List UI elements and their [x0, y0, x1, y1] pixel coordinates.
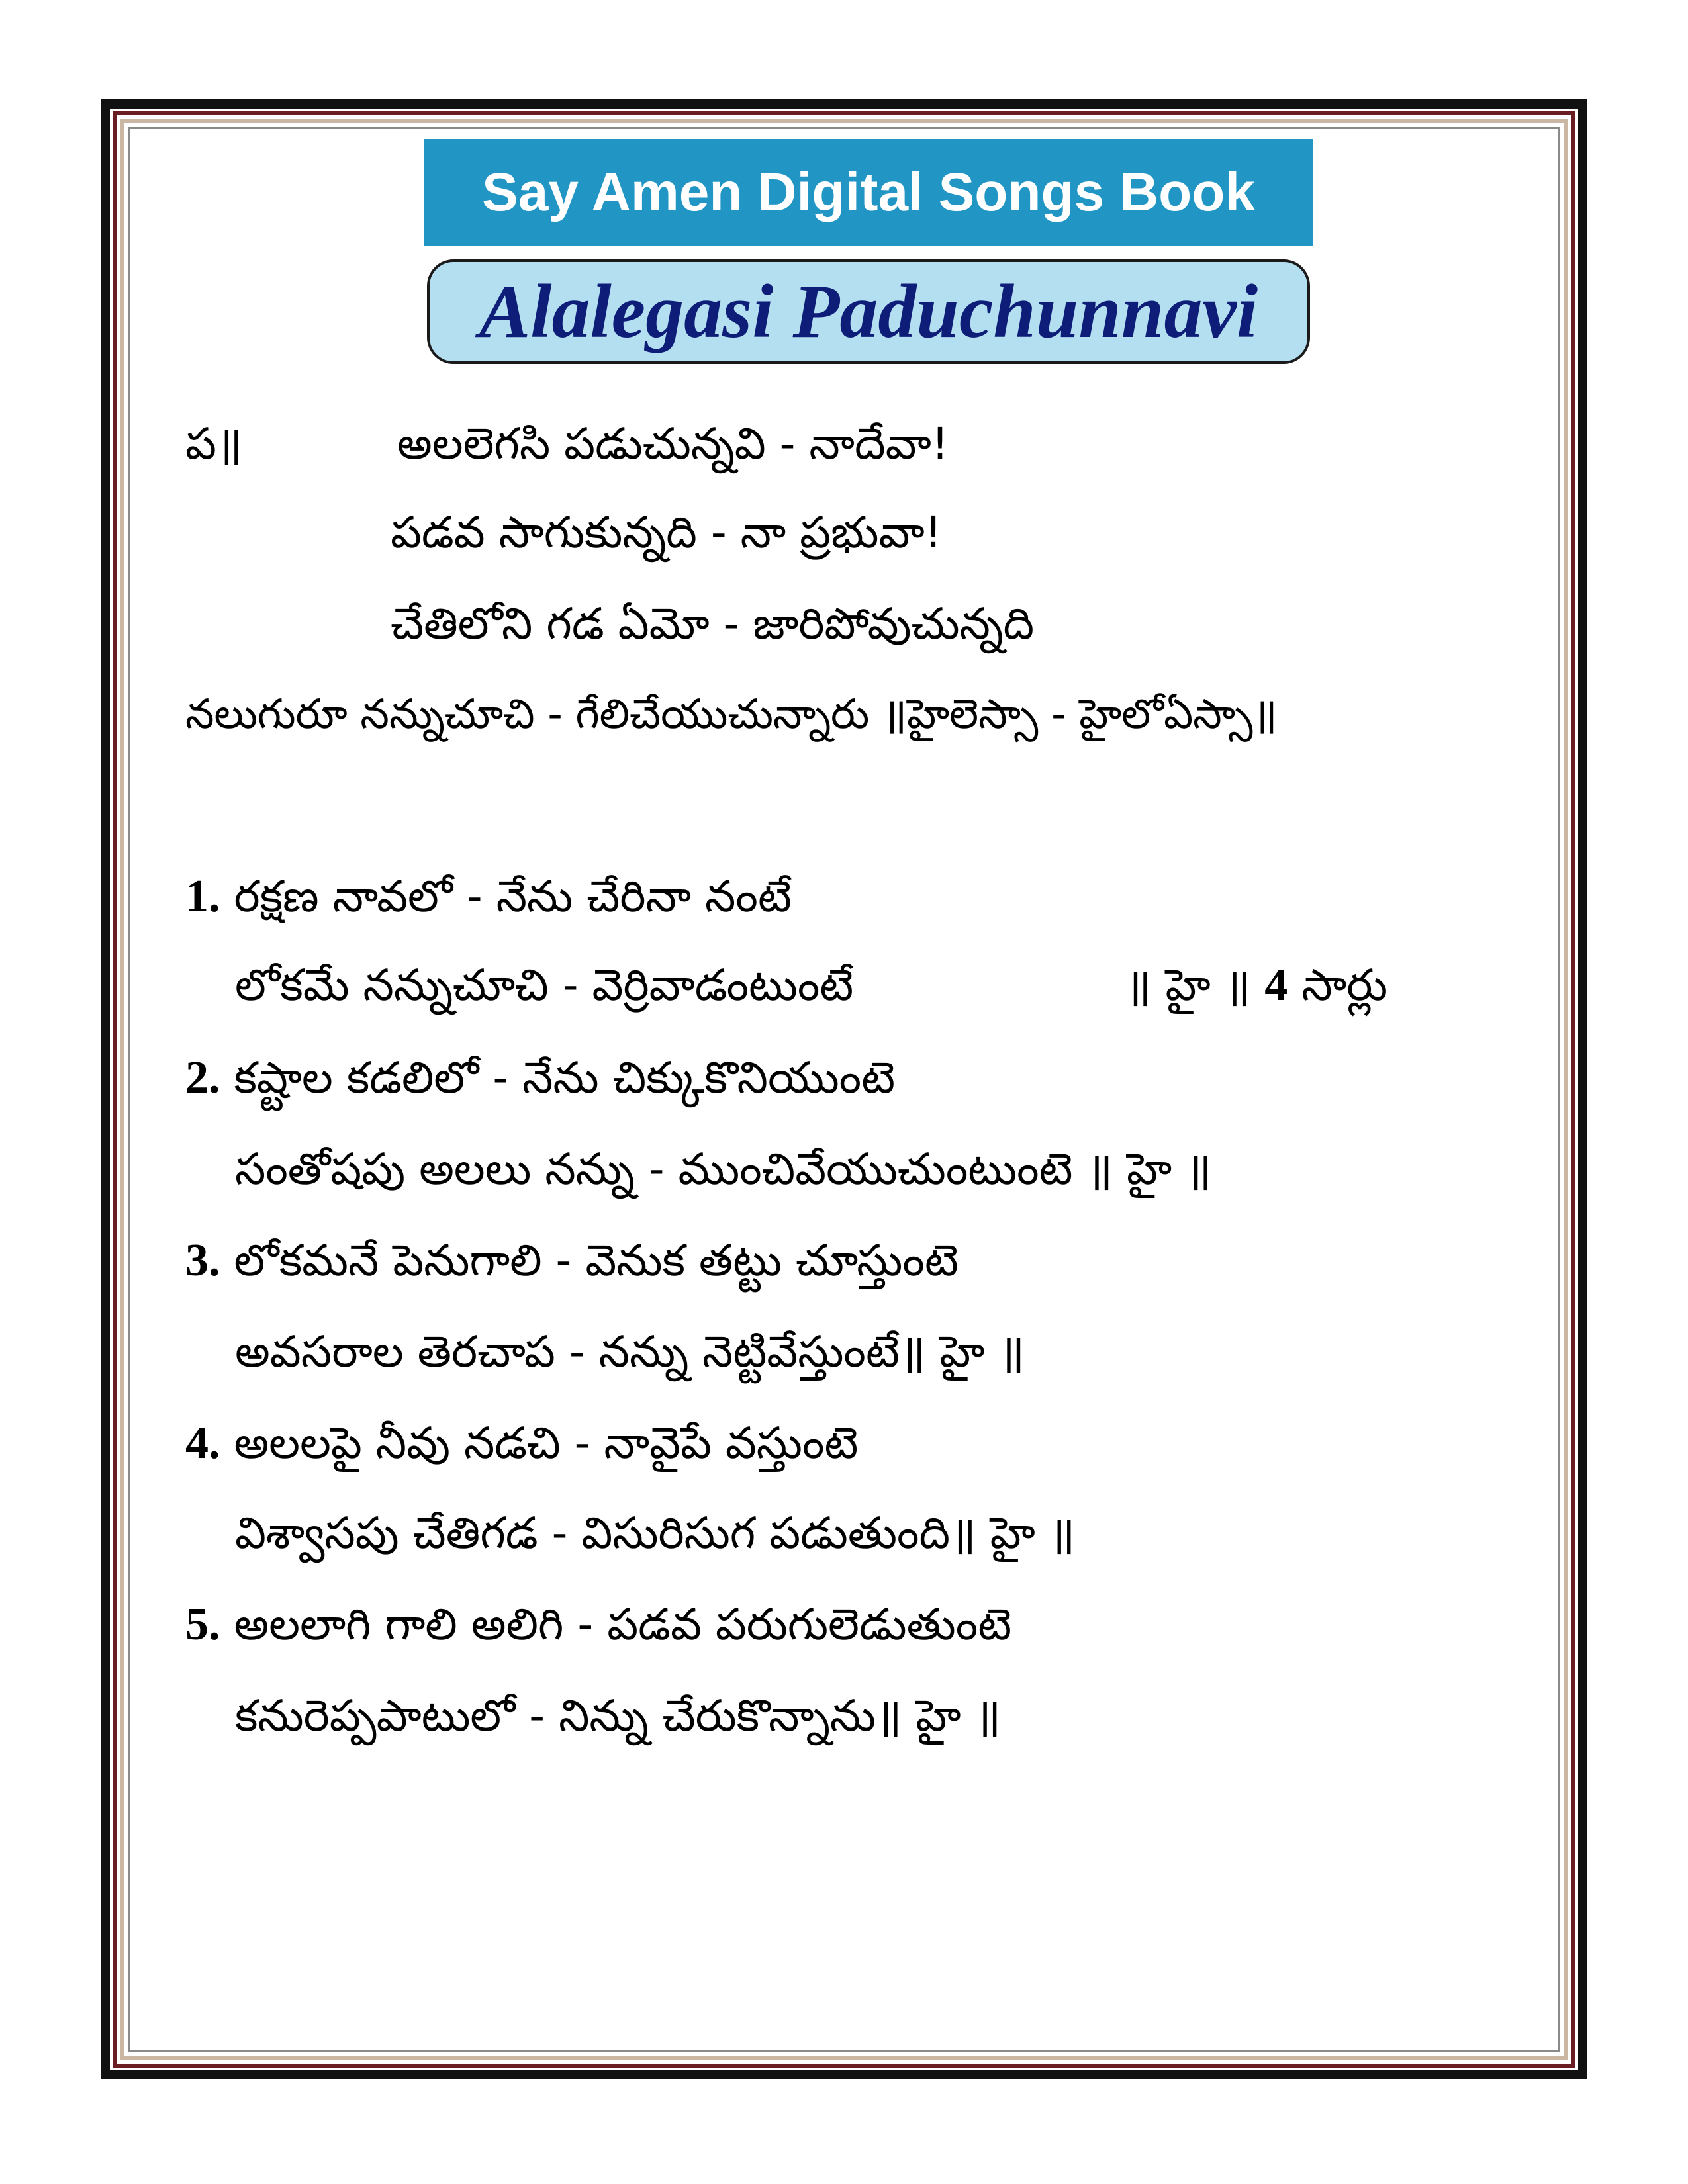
verse-5-line-1 [185, 1595, 1011, 1655]
verse-text: రక్షణ నావలో - నేను చేరినా నంటే [234, 871, 792, 922]
verse-4-line-1 [185, 1414, 858, 1473]
pallavi-line-4: నలుగురూ నన్నుచూచి - గేలిచేయుచున్నారు ॥హైలెస్సా - హైలోఏస్సా॥ [185, 690, 1278, 738]
verse-number: 4. [185, 1418, 220, 1469]
verse-1-refrain [1125, 956, 1387, 1015]
verse-3-line-1 [185, 1231, 959, 1291]
repeat-count: 4 [1264, 960, 1288, 1011]
song-title-box [427, 259, 1310, 364]
verse-text: అలలాగి గాలి అలిగి - పడవ పరుగులెడుతుంటె [234, 1599, 1012, 1650]
verse-text: లోకమనే పెనుగాలి - వెనుక తట్టు చూస్తుంటె [234, 1235, 959, 1286]
verse-1-line-2: లోకమే నన్నుచూచి - వెర్రివాడంటుంటే [235, 960, 854, 1011]
verse-5-line-2: కనురెప్పపాటులో - నిన్ను చేరుకొన్నాను॥ హై ॥ [235, 1690, 1002, 1741]
verse-number: 3. [185, 1235, 220, 1286]
pallavi-line-1: అలలెగసి పడుచున్నవి - నాదేవా! [397, 418, 949, 469]
verse-1-line-1 [185, 867, 792, 927]
pallavi-line-2: పడవ సాగుకున్నది - నా ప్రభువా! [391, 507, 943, 558]
verse-4-line-2: విశ్వాసపు చేతిగడ - విసురిసుగ పడుతుంది॥ హై ॥ [235, 1508, 1076, 1559]
verse-text: కష్టాల కడలిలో - నేను చిక్కుకొనియుంటె [234, 1052, 896, 1103]
verse-number: 5. [185, 1599, 220, 1650]
verse-number: 1. [185, 871, 220, 922]
verse-text: అలలపై నీవు నడచి - నావైపే వస్తుంటె [234, 1418, 859, 1469]
book-title-banner: Say Amen Digital Songs Book [424, 139, 1313, 246]
verse-2-line-1 [185, 1048, 895, 1108]
repeat-word: సార్లు [1301, 960, 1388, 1011]
pallavi-marker: ప॥ [185, 418, 243, 469]
refrain-marker: ॥ హై ॥ [1125, 960, 1251, 1011]
verse-2-line-2: సంతోషపు అలలు నన్ను - ముంచివేయుచుంటుంటె ॥ హై ॥ [235, 1144, 1212, 1195]
verse-3-line-2: అవసరాల తెరచాప - నన్ను నెట్టివేస్తుంటే॥ హై ॥ [235, 1326, 1025, 1377]
song-title: Alalegasi Paduchunnavi [479, 269, 1258, 354]
verse-number: 2. [185, 1052, 220, 1103]
pallavi-line-3: చేతిలోని గడ ఏమో - జారిపోవుచున్నది [391, 598, 1035, 649]
